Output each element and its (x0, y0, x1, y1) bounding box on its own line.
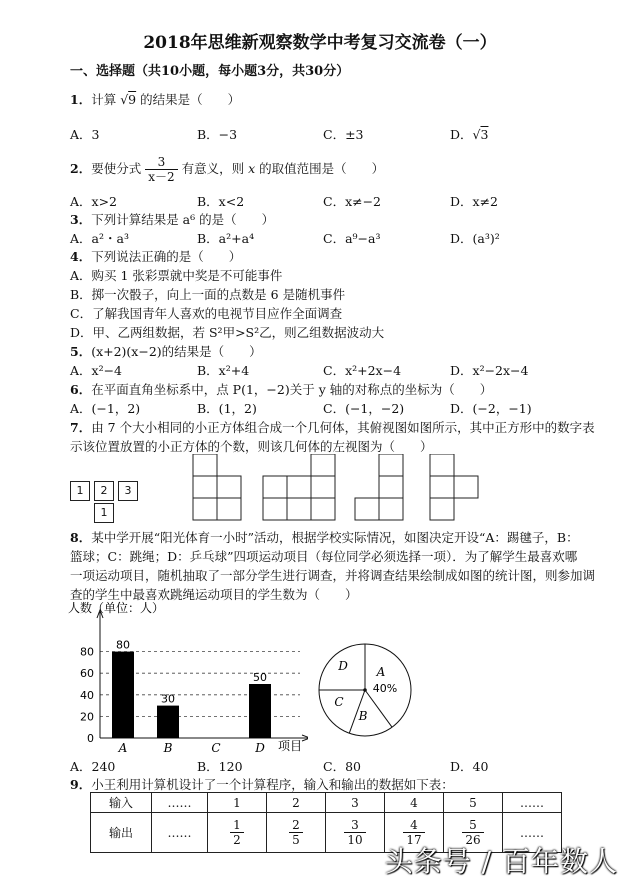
option-a: A．x²−4 (70, 363, 123, 378)
data-label: 50 (253, 671, 267, 684)
fraction-cell (326, 813, 385, 853)
question-number: 6． (70, 382, 92, 397)
data-label: 30 (161, 692, 175, 706)
watermark: 头条号 / 百年数人 (384, 845, 618, 878)
slice-label-a: A (376, 665, 386, 679)
ellipsis-cell: …… (503, 813, 562, 853)
numerator: 3 (344, 818, 365, 833)
option-c: C．a⁹−a³ (323, 231, 381, 246)
table-cell: 1 (208, 793, 267, 813)
bar-chart (68, 600, 308, 755)
question-number: 5． (70, 344, 92, 359)
question-8-line2: 篮球；C：跳绳；D：乒乓球”四项运动项目（每位同学必须选择一项）．为了解学生最喜欢哪 (70, 549, 578, 564)
option-b: B．−3 (197, 127, 238, 142)
option-c: C．x²+2x−4 (323, 363, 402, 378)
slice-label-d: D (338, 659, 348, 673)
option-d: D．甲、乙两组数据，若 S²甲>S²乙，则乙组数据波动大 (70, 325, 385, 340)
option-c-figure (355, 454, 403, 520)
ellipsis-cell: …… (503, 793, 562, 813)
pie-chart (315, 640, 415, 740)
option-d: D．40 (450, 759, 489, 774)
option-a: A．3 (70, 127, 100, 142)
question-8-line3: 一项运动项目，随机抽取了一部分学生进行调查，并将调查结果绘制成如图的统计图，则参加调 (70, 568, 596, 583)
question-number: 4． (70, 249, 92, 264)
question-number: 8． (70, 530, 92, 545)
radicand: 3 (480, 127, 489, 142)
y-tick-label: 20 (80, 710, 94, 724)
fraction-cell (267, 813, 326, 853)
section-heading: 一、选择题（共10小题，每小题3分，共30分） (70, 64, 350, 79)
bar-a (112, 652, 134, 738)
y-tick-label: 60 (80, 667, 94, 681)
question-8 (70, 528, 579, 546)
option-c: C．了解我国青年人喜欢的电视节目应作全面调查 (70, 306, 343, 321)
question-9 (70, 775, 454, 793)
ellipsis-cell: …… (152, 813, 208, 853)
option-b: B．(1，2) (197, 401, 257, 416)
option-label: D． (450, 127, 473, 142)
denominator: 2 (233, 833, 241, 847)
question-stem: 某中学开展“阳光体育一小时”活动，根据学校实际情况，如图决定开设“A：踢毽子，B： (91, 530, 579, 545)
numerator: 1 (230, 818, 244, 833)
option-b: B．120 (197, 759, 243, 774)
row-header: 输出 (91, 813, 152, 853)
x-axis-label: 项目 (278, 739, 303, 753)
question-stem: 下列计算结果是 a⁶ 的是（ ） (91, 212, 275, 227)
option-d: D．√3 (450, 127, 489, 142)
option-b: B．x<2 (197, 194, 245, 209)
denominator: 10 (347, 833, 363, 847)
option-d: D．(a³)² (450, 231, 500, 246)
denominator: 26 (465, 833, 481, 847)
option-d: D．x²−2x−4 (450, 363, 529, 378)
question-stem: 要使分式 (91, 161, 142, 176)
question-7-line2: 示该位置放置的小正方体的个数，则该几何体的左视图为（ ） (70, 439, 433, 454)
question-6 (70, 380, 492, 398)
bar-d (249, 684, 271, 738)
x-tick-label: D (255, 741, 265, 755)
question-number: 1． (70, 92, 92, 107)
question-number: 9． (70, 777, 92, 792)
option-c: C．±3 (323, 127, 364, 142)
question-stem: 小王利用计算机设计了一个计算程序，输入和输出的数据如下表： (91, 777, 454, 792)
denominator: 17 (406, 833, 422, 847)
numerator: 5 (462, 818, 483, 833)
y-axis-label: 人数（单位：人） (68, 601, 165, 615)
question-7 (70, 418, 595, 436)
y-tick-label: 40 (80, 688, 94, 702)
grid-cell: 3 (118, 481, 138, 501)
y-tick-label: 0 (87, 732, 94, 745)
question-stem: 由 7 个大小相同的小正方体组合成一个几何体，其俯视图如图所示，其中正方形中的数字表 (91, 420, 595, 435)
option-d: D．x≠2 (450, 194, 498, 209)
question-number: 3． (70, 212, 92, 227)
question-stem: 计算 (91, 92, 117, 107)
page-title: 2018年思维新观察数学中考复习交流卷（一） (143, 33, 497, 53)
x-tick-label: A (118, 741, 128, 755)
option-d: D．(−2，−1) (450, 401, 532, 416)
question-1: 1．计算 √9 的结果是（ ） (70, 92, 241, 107)
grid-cell: 2 (94, 481, 114, 501)
table-cell: 2 (267, 793, 326, 813)
question-8-line4: 查的学生中最喜欢跳绳运动项目的学生数为（ ） (70, 587, 358, 602)
radicand: 9 (128, 92, 137, 107)
question-2 (70, 155, 384, 184)
grid-cell: 1 (70, 481, 90, 501)
option-a: A．a²・a³ (70, 231, 129, 246)
option-b: B．掷一次骰子，向上一面的点数是 6 是随机事件 (70, 287, 346, 302)
question-stem: 的取值范围是（ ） (259, 161, 385, 176)
question-stem: (x+2)(x−2)的结果是（ ） (91, 344, 262, 359)
pie-center (363, 688, 367, 692)
question-stem: 有意义，则 (181, 161, 245, 176)
table-cell: 4 (385, 793, 444, 813)
option-a-figure (193, 454, 241, 520)
option-c: C．x≠−2 (323, 194, 382, 209)
data-label: 80 (116, 638, 130, 652)
slice-label-c: C (334, 695, 344, 709)
y-tick-label: 80 (80, 645, 94, 659)
question-number: 7． (70, 420, 92, 435)
input-row (91, 793, 562, 813)
question-number: 2． (70, 161, 92, 176)
option-a: A．购买 1 张彩票就中奖是不可能事件 (70, 268, 283, 283)
option-b: B．a²+a⁴ (197, 231, 255, 246)
fraction (230, 818, 244, 847)
fraction-cell (208, 813, 267, 853)
question-stem: 在平面直角坐标系中，点 P(1，−2)关于 y 轴的对称点的坐标为（ ） (91, 382, 493, 397)
table-cell: 3 (326, 793, 385, 813)
option-b: B．x²+4 (197, 363, 250, 378)
option-c: C．80 (323, 759, 361, 774)
fraction (145, 155, 177, 184)
numerator: 4 (403, 818, 424, 833)
option-b-figure (263, 454, 335, 520)
denominator: x－2 (148, 170, 175, 184)
question-5 (70, 342, 262, 360)
question-4 (70, 247, 241, 265)
option-a: A．x>2 (70, 194, 118, 209)
question-3 (70, 210, 274, 228)
row-header: 输入 (91, 793, 152, 813)
numerator: 2 (289, 818, 303, 833)
variable: x (248, 161, 256, 176)
ellipsis-cell: …… (152, 793, 208, 813)
question-stem: 下列说法正确的是（ ） (91, 249, 242, 264)
option-a: A．240 (70, 759, 116, 774)
x-tick-label: C (211, 741, 221, 755)
slice-label-b: B (358, 709, 368, 723)
grid-cell: 1 (94, 503, 114, 523)
option-a: A．(−1，2) (70, 401, 141, 416)
denominator: 5 (292, 833, 300, 847)
fraction (289, 818, 303, 847)
bar-b (157, 706, 179, 738)
fraction (344, 818, 365, 847)
slice-percent: 40% (372, 682, 398, 695)
numerator: 3 (145, 155, 177, 170)
option-d-figure (430, 454, 478, 520)
x-tick-label: B (163, 741, 173, 755)
table-cell: 5 (444, 793, 503, 813)
option-c: C．(−1，−2) (323, 401, 405, 416)
question-stem: 的结果是（ ） (140, 92, 241, 107)
